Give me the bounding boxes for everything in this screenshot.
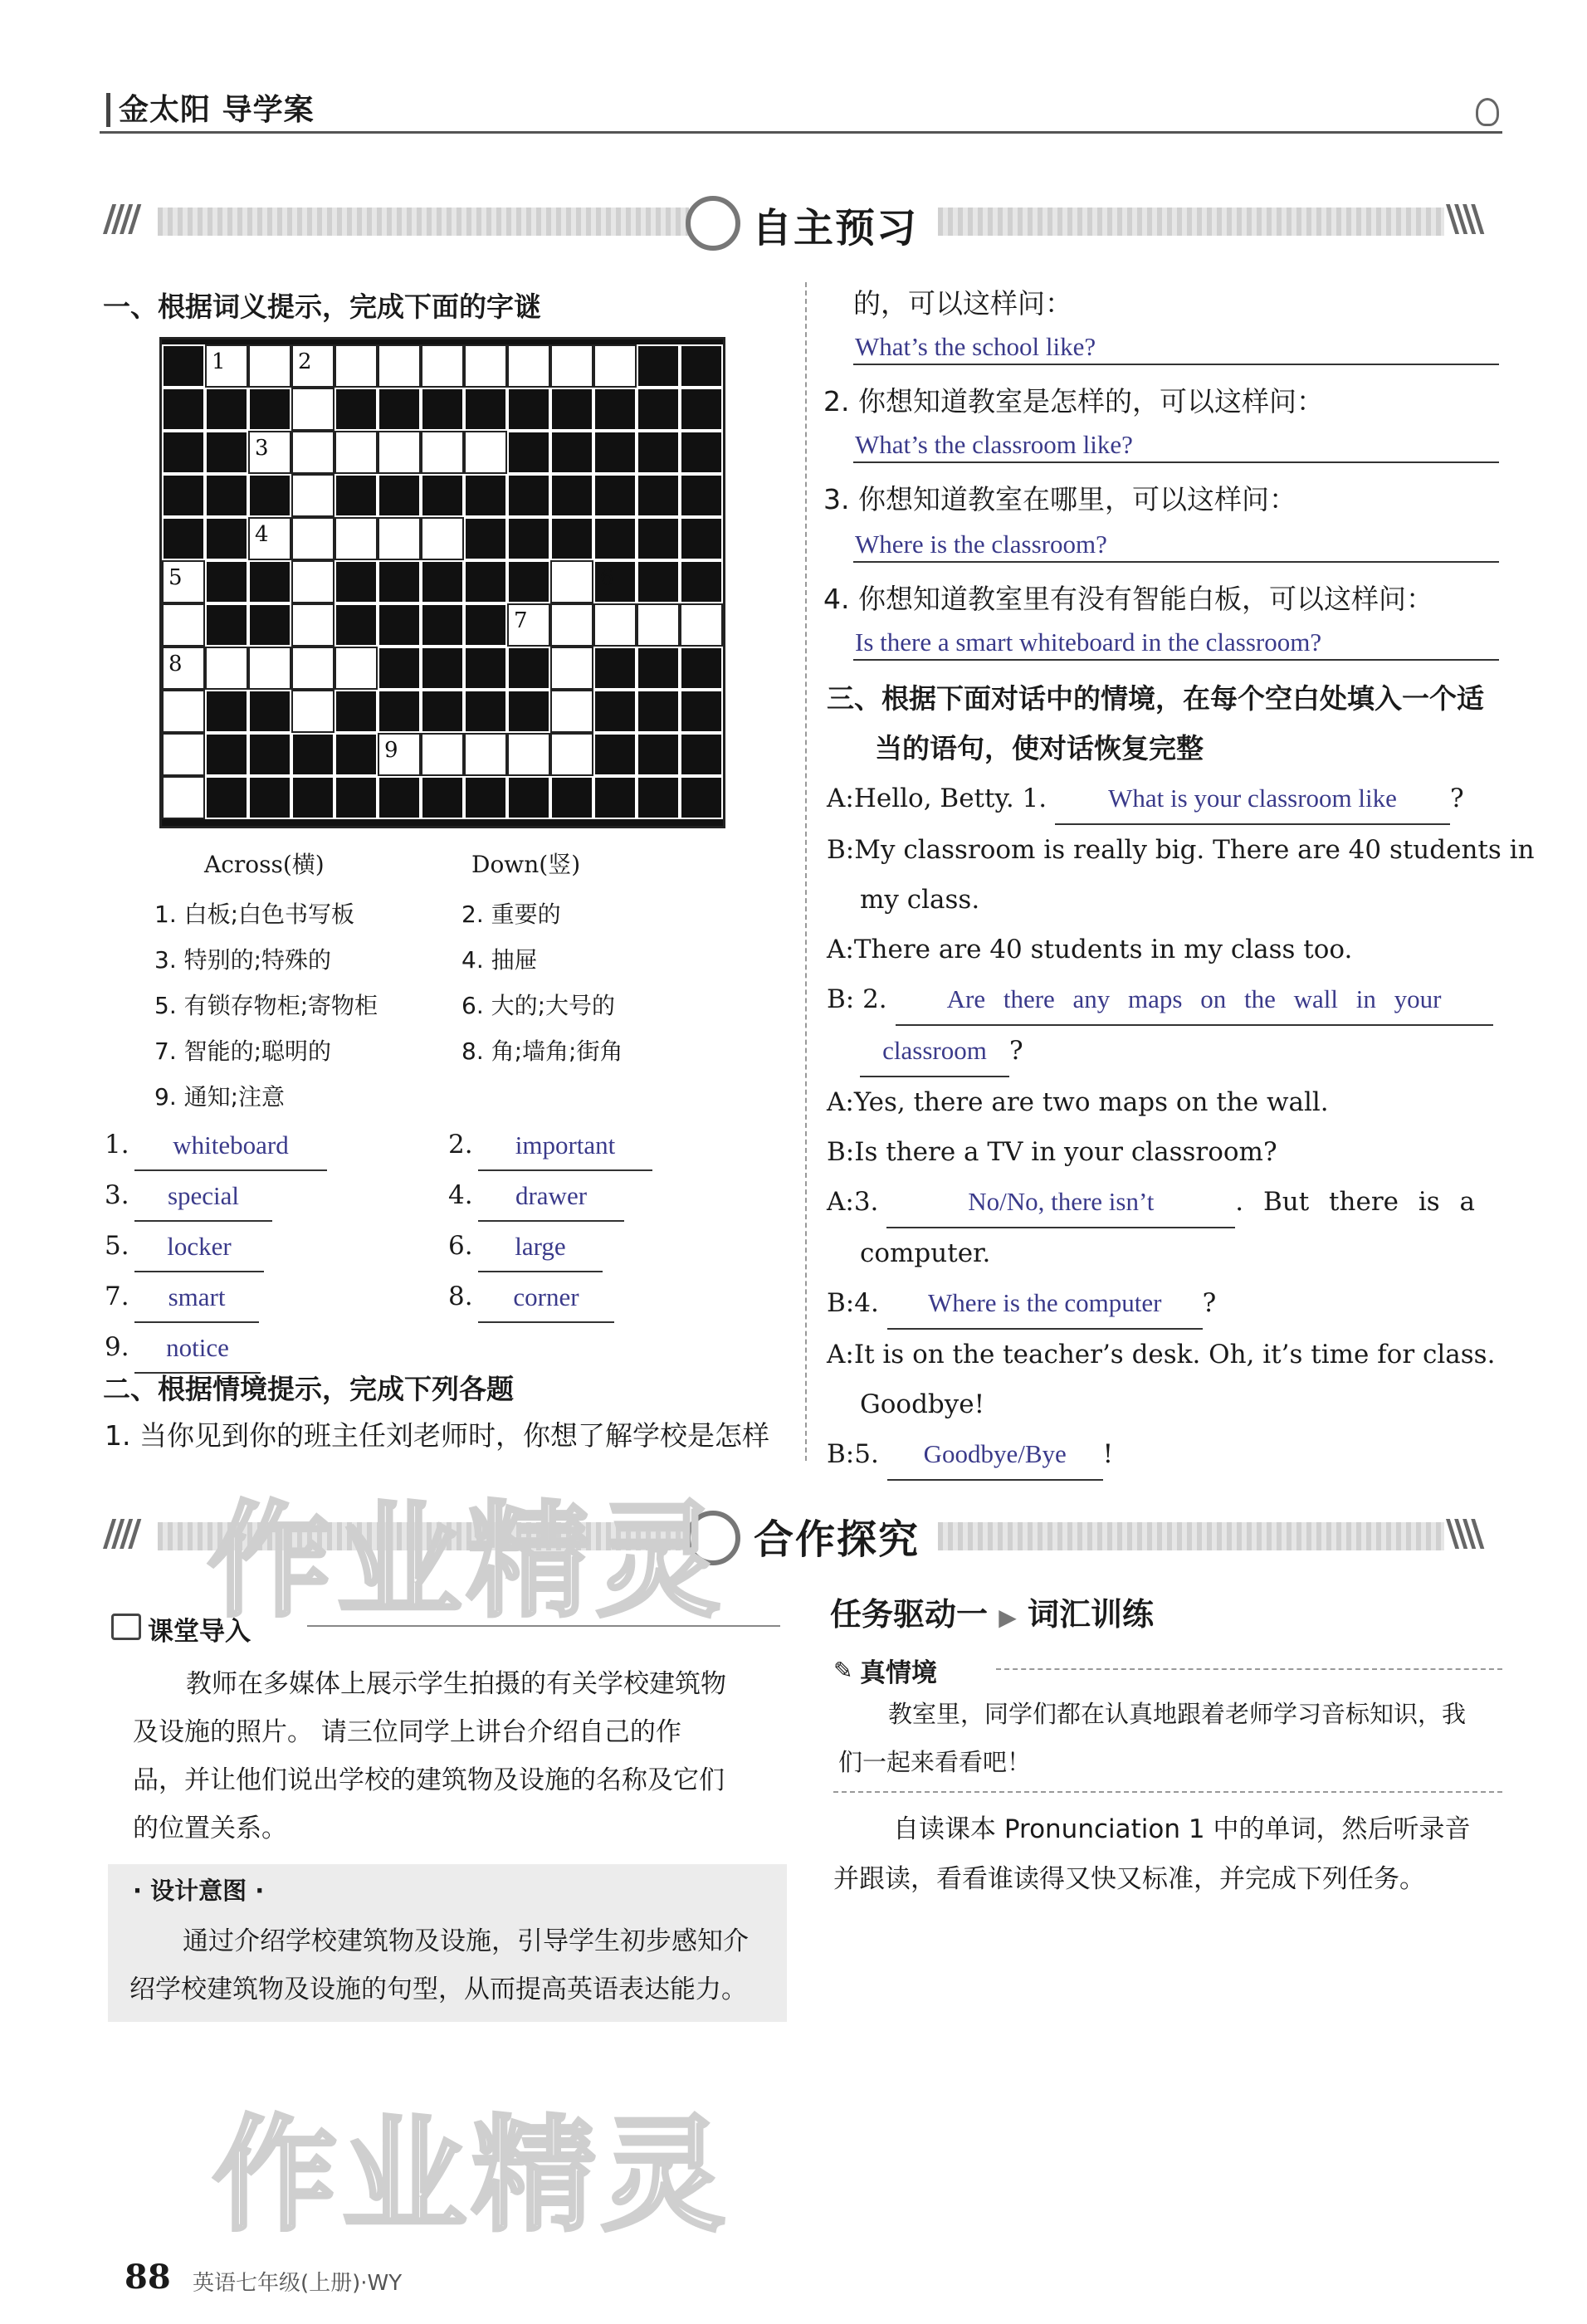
crossword-block	[334, 474, 378, 517]
part2-question: 的，可以这样问：	[853, 287, 1072, 320]
clue-item: 4. 抽屉	[461, 946, 538, 974]
crossword-block	[378, 388, 421, 431]
crossword-block	[248, 690, 291, 733]
dialogue-punct: ?	[1450, 784, 1464, 813]
crossword-block	[637, 690, 680, 733]
crossword-block	[593, 474, 637, 517]
book-info: 英语七年级(上册)·WY	[193, 2271, 403, 2296]
crossword-block	[205, 690, 248, 733]
dialogue-line: A:Hello, Betty. 1.	[827, 784, 1047, 813]
crossword-number: 4	[255, 522, 269, 547]
part2-answer: Where is the classroom?	[855, 530, 1107, 559]
crossword-cell[interactable]	[464, 431, 507, 474]
answer-underline	[853, 561, 1499, 563]
scene-text: 教室里，同学们都在认真地跟着老师学习音标知识，我	[888, 1700, 1467, 1728]
answer-blank: whiteboard	[134, 1120, 327, 1171]
crossword-block	[421, 647, 464, 690]
crossword-cell[interactable]	[464, 344, 507, 388]
crossword-cell[interactable]	[507, 344, 550, 388]
watermark: 作业精灵	[212, 2104, 731, 2248]
dialogue-line: computer.	[860, 1238, 991, 1268]
crossword-block	[680, 776, 723, 819]
crossword-cell[interactable]	[378, 344, 421, 388]
dialogue-line: A:3.	[827, 1187, 879, 1217]
crossword-block	[637, 733, 680, 776]
dialogue-line: B: 2.	[827, 984, 887, 1014]
crossword-block	[507, 517, 550, 560]
part2-answer: What’s the classroom like?	[855, 430, 1133, 459]
crossword-cell[interactable]	[421, 517, 464, 560]
crossword-block	[464, 776, 507, 819]
scene-border-bottom	[833, 1791, 1502, 1793]
crossword-block	[507, 560, 550, 603]
crossword-cell[interactable]	[334, 431, 378, 474]
part2-question: 3. 你想知道教室在哪里，可以这样问：	[823, 483, 1296, 515]
book-name: 导学案	[222, 93, 315, 127]
clue-item: 3. 特别的;特殊的	[154, 946, 332, 974]
crossword-cell[interactable]	[550, 690, 593, 733]
scene-title: 真情境	[860, 1658, 937, 1688]
crossword-block	[334, 388, 378, 431]
crossword-block	[680, 690, 723, 733]
crossword-block	[378, 603, 421, 647]
intro-text: 教师在多媒体上展示学生拍摄的有关学校建筑物	[186, 1669, 726, 1699]
crossword-block	[334, 560, 378, 603]
intro-text: 的位置关系。	[133, 1814, 287, 1843]
answer-blank: corner	[478, 1272, 614, 1323]
clue-item: 1. 白板;白色书写板	[154, 901, 355, 928]
answer-number: 8.	[448, 1282, 473, 1311]
intro-icon	[111, 1614, 141, 1640]
crossword-cell[interactable]	[507, 733, 550, 776]
crossword-block	[378, 647, 421, 690]
crossword-number: 2	[298, 349, 312, 374]
crossword-block	[550, 474, 593, 517]
crossword-block	[593, 517, 637, 560]
dialogue-punct: ?	[1202, 1288, 1217, 1318]
crossword-cell[interactable]	[248, 431, 291, 474]
crossword-cell[interactable]	[680, 603, 723, 647]
crossword-block	[680, 431, 723, 474]
crossword-block	[205, 776, 248, 819]
crossword-cell[interactable]	[421, 733, 464, 776]
crossword-cell[interactable]	[464, 733, 507, 776]
answer-blank: locker	[134, 1222, 264, 1272]
design-text: 通过介绍学校建筑物及设施，引导学生初步感知介	[183, 1926, 749, 1956]
crossword-cell[interactable]	[162, 647, 205, 690]
crossword-block	[248, 560, 291, 603]
section-band-right	[938, 208, 1444, 236]
dialogue	[827, 774, 1535, 1481]
crossword-block	[421, 388, 464, 431]
answer-blank: special	[134, 1171, 272, 1222]
crossword-block	[680, 733, 723, 776]
column-divider	[805, 282, 807, 1461]
scene-border-top	[996, 1668, 1502, 1670]
design-title: · 设计意图 ·	[133, 1877, 265, 1905]
task-subject: 词汇训练	[1028, 1596, 1155, 1633]
crossword-block	[507, 388, 550, 431]
crossword-block	[593, 690, 637, 733]
crossword-cell[interactable]	[291, 431, 334, 474]
crossword-block	[162, 517, 205, 560]
crossword-block	[248, 388, 291, 431]
dialogue-line: . But there is a	[1235, 1187, 1475, 1217]
crossword-block	[507, 690, 550, 733]
crossword-number: 5	[168, 565, 183, 590]
crossword-cell[interactable]	[291, 344, 334, 388]
crossword-cell[interactable]	[421, 431, 464, 474]
crossword-block	[248, 474, 291, 517]
task-label: 任务驱动一	[830, 1596, 989, 1633]
section-band-left	[158, 208, 689, 236]
crossword-block	[637, 517, 680, 560]
intro-text: 品，并让他们说出学校的建筑物及设施的名称及它们	[133, 1765, 725, 1795]
scene-text: 们一起来看看吧！	[838, 1748, 1032, 1776]
crossword-cell[interactable]	[291, 690, 334, 733]
crossword-block	[248, 603, 291, 647]
section-slashes-right: \\\\	[1446, 198, 1480, 240]
crossword-block	[248, 776, 291, 819]
answer-number: 5.	[105, 1231, 129, 1261]
crossword-block	[421, 603, 464, 647]
dialogue-blank: Goodbye/Bye	[887, 1429, 1103, 1481]
crossword-block	[680, 647, 723, 690]
crossword-block	[550, 517, 593, 560]
part1-heading: 一、根据词义提示，完成下面的字谜	[103, 290, 541, 323]
crossword-cell[interactable]	[507, 603, 550, 647]
design-text: 绍学校建筑物及设施的句型，从而提高英语表达能力。	[129, 1975, 747, 2004]
lightbulb-icon	[1476, 98, 1499, 126]
crossword-block	[205, 560, 248, 603]
crossword-block	[680, 560, 723, 603]
crossword-grid	[159, 337, 725, 828]
crossword-cell[interactable]	[378, 517, 421, 560]
clue-item: 5. 有锁存物柜;寄物柜	[154, 992, 378, 1019]
crossword-cell[interactable]	[550, 603, 593, 647]
across-label: Across(横)	[204, 851, 325, 878]
answer-blank: smart	[134, 1272, 259, 1323]
crossword-block	[205, 733, 248, 776]
crossword-cell[interactable]	[248, 647, 291, 690]
design-body	[129, 1917, 785, 2014]
crossword-block	[378, 560, 421, 603]
crossword-cell[interactable]	[334, 647, 378, 690]
crossword-block	[637, 344, 680, 388]
brand-logo	[106, 86, 315, 129]
crossword-number: 8	[168, 652, 183, 676]
crossword-block	[205, 474, 248, 517]
crossword-block	[291, 733, 334, 776]
crossword-number: 1	[212, 349, 226, 374]
crossword-cell[interactable]	[334, 517, 378, 560]
crossword-block	[334, 776, 378, 819]
crossword-block	[593, 388, 637, 431]
crossword-block	[507, 647, 550, 690]
scene-body	[838, 1690, 1511, 1786]
section2-title: 合作探究	[754, 1516, 920, 1563]
dialogue-line: B:4.	[827, 1288, 879, 1318]
crossword-block	[464, 647, 507, 690]
answer-blank: important	[478, 1120, 652, 1171]
intro-title: 课堂导入	[148, 1617, 251, 1647]
crossword-cell[interactable]	[550, 647, 593, 690]
crossword-block	[378, 474, 421, 517]
clue-item: 9. 通知;注意	[154, 1083, 286, 1111]
header-rule	[100, 131, 1502, 134]
section-slashes-left: ////	[103, 1512, 137, 1555]
answer-underline	[853, 659, 1499, 661]
crossword-cell[interactable]	[291, 560, 334, 603]
answer-blank: large	[478, 1222, 603, 1272]
arrow-icon: ▶	[999, 1604, 1017, 1631]
task-body	[833, 1804, 1514, 1904]
task-text: 并跟读，看看谁读得又快又标准，并完成下列任务。	[833, 1864, 1425, 1894]
dialogue-line: B:My classroom is really big. There are 40 students in	[827, 835, 1535, 865]
crossword-block	[464, 517, 507, 560]
dialogue-line: A:There are 40 students in my class too.	[827, 935, 1353, 964]
pencil-icon: ✎	[833, 1657, 853, 1684]
answer-number: 6.	[448, 1231, 473, 1261]
dialogue-line: my class.	[860, 885, 980, 915]
crossword-block	[421, 776, 464, 819]
crossword-block	[464, 560, 507, 603]
crossword-cell[interactable]	[378, 431, 421, 474]
crossword-block	[637, 388, 680, 431]
crossword-block	[593, 776, 637, 819]
crossword-block	[637, 560, 680, 603]
crossword-cell[interactable]	[550, 560, 593, 603]
crossword-cell[interactable]	[378, 733, 421, 776]
dialogue-punct: ?	[1009, 1036, 1023, 1066]
crossword-cell[interactable]	[205, 647, 248, 690]
clue-list	[154, 891, 652, 1120]
dialogue-line: Goodbye!	[860, 1389, 985, 1419]
part2-question: 1. 当你见到你的班主任刘老师时，你想了解学校是怎样	[105, 1419, 769, 1452]
dialogue-blank: classroom	[860, 1026, 1009, 1077]
crossword-block	[205, 603, 248, 647]
crossword-block	[464, 474, 507, 517]
crossword-block	[507, 776, 550, 819]
crossword-cell[interactable]	[291, 388, 334, 431]
answer-number: 7.	[105, 1282, 129, 1311]
part2-answer: Is there a smart whiteboard in the classroom?	[855, 627, 1322, 657]
section1-title: 自主预习	[752, 205, 919, 251]
crossword-cell[interactable]	[205, 344, 248, 388]
clue-item: 6. 大的;大号的	[461, 992, 616, 1019]
part2-question: 2. 你想知道教室是怎样的，可以这样问：	[823, 385, 1324, 417]
crossword-block	[637, 776, 680, 819]
answer-number: 1.	[105, 1130, 129, 1160]
answer-number: 9.	[105, 1332, 129, 1362]
dialogue-line: A:It is on the teacher’s desk. Oh, it’s time for class.	[827, 1340, 1496, 1370]
answer-blank: notice	[134, 1323, 261, 1374]
crossword-block	[421, 560, 464, 603]
answer-number: 4.	[448, 1180, 473, 1210]
clue-item: 8. 角;墙角;街角	[461, 1038, 623, 1065]
clue-item: 7. 智能的;聪明的	[154, 1038, 332, 1065]
crossword-number: 7	[514, 608, 528, 633]
crossword-block	[637, 474, 680, 517]
dialogue-blank: Are there any maps on the wall in your	[896, 974, 1493, 1026]
crossword-block	[378, 776, 421, 819]
answer-number: 2.	[448, 1130, 473, 1160]
crossword-cell[interactable]	[248, 344, 291, 388]
dialogue-punct: !	[1102, 1439, 1114, 1469]
part2-question: 4. 你想知道教室里有没有智能白板，可以这样问：	[823, 583, 1433, 615]
crossword-cell[interactable]	[162, 690, 205, 733]
crossword-number: 6	[600, 565, 614, 590]
page-number: 88	[125, 2258, 171, 2297]
answer-number: 3.	[105, 1180, 129, 1210]
crossword-block	[464, 690, 507, 733]
dialogue-blank: What is your classroom like	[1055, 774, 1450, 825]
crossword-block	[550, 431, 593, 474]
crossword-cell[interactable]	[593, 603, 637, 647]
dialogue-blank: Where is the computer	[887, 1278, 1203, 1330]
answer-underline	[853, 461, 1499, 463]
crossword-block	[464, 388, 507, 431]
crossword-block	[162, 431, 205, 474]
crossword-block	[593, 733, 637, 776]
crossword-block	[205, 388, 248, 431]
task-text: 自读课本 Pronunciation 1 中的单词，然后听录音	[893, 1814, 1471, 1844]
part2-heading: 二、根据情境提示，完成下列各题	[103, 1373, 514, 1405]
crossword-block	[637, 647, 680, 690]
crossword-block	[291, 776, 334, 819]
crossword-cell[interactable]	[334, 344, 378, 388]
crossword-block	[464, 603, 507, 647]
part2-answer: What’s the school like?	[855, 332, 1096, 361]
crossword-block	[205, 431, 248, 474]
crossword-cell[interactable]	[162, 733, 205, 776]
section-slashes-left: ////	[103, 198, 137, 240]
crossword-block	[680, 474, 723, 517]
crossword-block	[378, 690, 421, 733]
answer-list	[105, 1120, 686, 1374]
crossword-block	[334, 733, 378, 776]
crossword-cell[interactable]	[550, 344, 593, 388]
crossword-block	[162, 388, 205, 431]
crossword-block	[334, 603, 378, 647]
dialogue-line: B:5.	[827, 1439, 879, 1469]
crossword-block	[507, 431, 550, 474]
crossword-cell[interactable]	[162, 603, 205, 647]
crossword-cell[interactable]	[291, 647, 334, 690]
crossword-block	[421, 690, 464, 733]
crossword-cell[interactable]	[291, 517, 334, 560]
crossword-cell[interactable]	[421, 344, 464, 388]
crossword-block	[637, 431, 680, 474]
crossword-cell[interactable]	[291, 603, 334, 647]
crossword-block	[680, 344, 723, 388]
dialogue-blank: No/No, there isn’t	[886, 1177, 1235, 1228]
watermark: 作业精灵	[208, 1490, 726, 1634]
intro-body	[133, 1660, 780, 1853]
crossword-block	[680, 388, 723, 431]
crossword-block	[593, 647, 637, 690]
section-slashes-right: \\\\	[1446, 1512, 1480, 1555]
crossword-cell[interactable]	[637, 603, 680, 647]
crossword-cell[interactable]	[291, 474, 334, 517]
crossword-block	[593, 431, 637, 474]
crossword-number: 3	[255, 436, 269, 461]
brand-name: 金太阳	[106, 93, 211, 127]
crossword-cell[interactable]	[593, 344, 637, 388]
part3-heading: 三、根据下面对话中的情境，在每个空白处填入一个适	[827, 682, 1484, 715]
crossword-block	[550, 388, 593, 431]
clue-item: 2. 重要的	[461, 901, 561, 928]
crossword-cell[interactable]	[248, 517, 291, 560]
down-label: Down(竖)	[471, 851, 581, 878]
crossword-block	[162, 474, 205, 517]
intro-text: 及设施的照片。 请三位同学上讲台介绍自己的作	[133, 1717, 681, 1747]
crossword-cell[interactable]	[550, 733, 593, 776]
crossword-number: 9	[384, 738, 398, 763]
answer-underline	[853, 364, 1499, 365]
crossword-block	[205, 517, 248, 560]
task-title	[830, 1589, 1154, 1634]
section-band-right	[938, 1522, 1444, 1550]
part3-heading: 当的语句，使对话恢复完整	[875, 732, 1204, 764]
crossword-block	[680, 517, 723, 560]
crossword-block	[593, 560, 637, 603]
dialogue-line: B:Is there a TV in your classroom?	[827, 1137, 1277, 1167]
crossword-cell[interactable]	[162, 776, 205, 819]
crossword-block	[550, 776, 593, 819]
crossword-cell[interactable]	[162, 560, 205, 603]
crossword-block	[162, 344, 205, 388]
answer-blank: drawer	[478, 1171, 624, 1222]
crossword-block	[421, 474, 464, 517]
crossword-block	[248, 733, 291, 776]
crossword-block	[507, 474, 550, 517]
section-icon	[686, 196, 740, 251]
crossword-block	[334, 690, 378, 733]
dialogue-line: A:Yes, there are two maps on the wall.	[827, 1087, 1329, 1117]
